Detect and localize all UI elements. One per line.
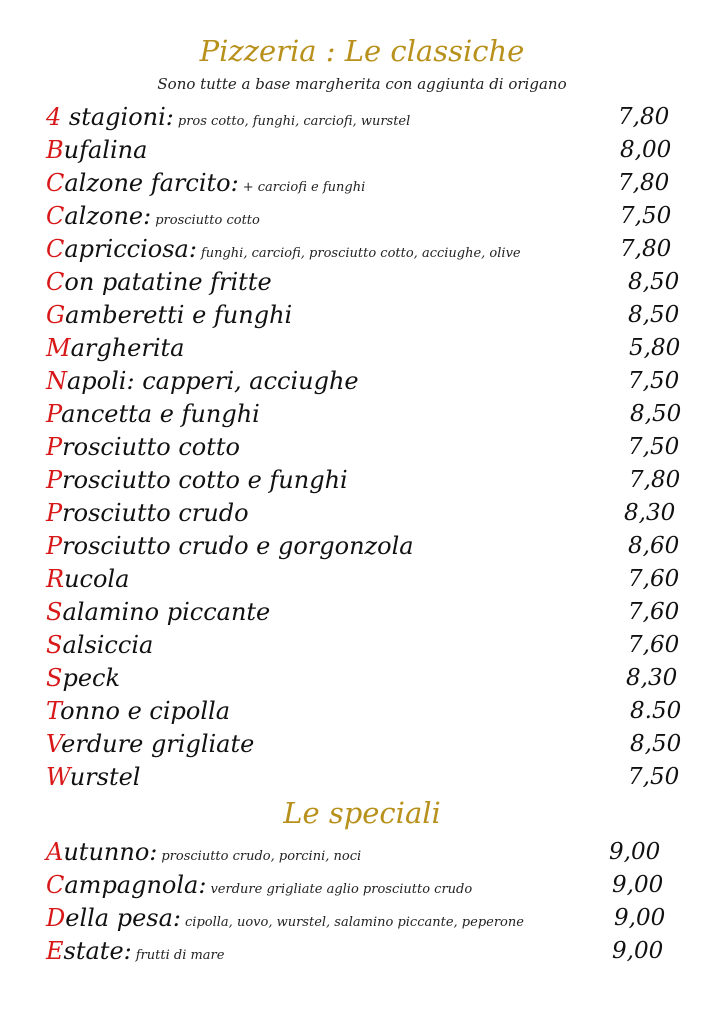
item-price: 8.50 (630, 698, 682, 724)
menu-item (46, 266, 686, 298)
item-initial: R (46, 565, 65, 593)
item-price: 7,80 (620, 236, 672, 262)
menu-item (46, 869, 686, 901)
menu-item (46, 332, 686, 364)
menu-item (46, 629, 686, 661)
item-name (46, 466, 348, 494)
item-initial: P (46, 400, 62, 428)
item-price: 9,00 (612, 938, 664, 964)
menu-item (46, 530, 686, 562)
item-name-rest: apricciosa: (64, 235, 197, 263)
item-description: prosciutto crudo, porcini, noci (161, 849, 362, 864)
item-name (46, 235, 197, 263)
item-name (46, 730, 254, 758)
item-name-rest: alzone: (64, 202, 152, 230)
menu-item (46, 596, 686, 628)
item-price: 7,80 (618, 170, 670, 196)
section-title-speciali: Le speciali (283, 796, 441, 830)
item-price: 7,50 (628, 764, 680, 790)
item-initial: D (46, 904, 66, 932)
item-name-rest: alamino piccante (62, 598, 271, 626)
item-description: cipolla, uovo, wurstel, salamino piccante, peperone (185, 915, 524, 930)
item-name-rest: ampagnola: (64, 871, 207, 899)
menu-item (46, 134, 686, 166)
item-name (46, 499, 249, 527)
item-name-rest: ella pesa: (65, 904, 182, 932)
item-name-rest: alsiccia (62, 631, 154, 659)
item-name (46, 598, 270, 626)
item-price: 8,30 (626, 665, 678, 691)
item-description: prosciutto cotto (155, 213, 260, 228)
item-price: 7,50 (628, 434, 680, 460)
item-name-rest: peck (62, 664, 121, 692)
item-name-rest: argherita (70, 334, 185, 362)
item-initial: V (46, 730, 62, 758)
item-name (46, 367, 359, 395)
item-name-rest: rosciutto cotto e funghi (62, 466, 348, 494)
item-description: verdure grigliate aglio prosciutto crudo (210, 882, 473, 897)
item-name-rest: stagioni: (61, 103, 174, 131)
item-initial: P (46, 532, 63, 560)
item-name (46, 136, 147, 164)
item-price: 8,50 (630, 401, 682, 427)
item-description: + carciofi e funghi (242, 180, 366, 195)
item-price: 8,30 (624, 500, 676, 526)
item-name (46, 631, 153, 659)
item-initial: C (46, 169, 65, 197)
item-initial: C (46, 202, 65, 230)
item-initial: P (46, 466, 63, 494)
item-name-rest: apoli: capperi, acciughe (67, 367, 359, 395)
item-description: pros cotto, funghi, carciofi, wurstel (177, 114, 411, 129)
item-price: 8,50 (630, 731, 682, 757)
item-price: 9,00 (609, 839, 661, 865)
menu-item (46, 728, 686, 760)
item-initial: S (46, 598, 63, 626)
item-price: 7,50 (628, 368, 680, 394)
item-initial: S (46, 631, 63, 659)
item-name (46, 334, 184, 362)
item-name-rest: utunno: (63, 838, 158, 866)
menu-item (46, 101, 686, 133)
item-description: frutti di mare (135, 948, 225, 963)
section-subtitle: Sono tutte a base margherita con aggiunta di origano (157, 75, 567, 93)
menu-item (46, 935, 686, 967)
menu-item (46, 299, 686, 331)
item-initial: E (46, 937, 64, 965)
item-name (46, 103, 174, 131)
item-name (46, 937, 132, 965)
menu-item (46, 167, 686, 199)
item-name (46, 697, 230, 725)
item-name-rest: urstel (69, 763, 141, 791)
item-name (46, 433, 240, 461)
item-initial: C (46, 871, 65, 899)
item-initial: B (46, 136, 64, 164)
item-price: 9,00 (612, 872, 664, 898)
item-name-rest: erdure grigliate (61, 730, 255, 758)
item-price: 9,00 (614, 905, 666, 931)
item-initial: P (46, 499, 63, 527)
item-name-rest: ucola (64, 565, 130, 593)
menu-item (46, 398, 686, 430)
item-name-rest: ancetta e funghi (61, 400, 260, 428)
menu-item (46, 695, 686, 727)
item-initial: P (46, 433, 63, 461)
item-initial: C (46, 235, 65, 263)
item-price: 7,60 (628, 599, 680, 625)
item-initial: 4 (46, 103, 62, 131)
item-name (46, 268, 272, 296)
menu-item (46, 431, 686, 463)
menu-item (46, 836, 686, 868)
item-name (46, 664, 120, 692)
item-price: 5,80 (629, 335, 681, 361)
item-price: 8,00 (620, 137, 672, 163)
item-initial: T (46, 697, 61, 725)
item-initial: S (46, 664, 63, 692)
item-name-rest: alzone farcito: (64, 169, 239, 197)
item-price: 8,50 (628, 302, 680, 328)
item-name-rest: rosciutto crudo (62, 499, 249, 527)
item-description: funghi, carciofi, prosciutto cotto, acciughe, olive (200, 246, 521, 261)
item-name (46, 400, 260, 428)
item-price: 7,60 (628, 566, 680, 592)
item-initial: G (46, 301, 66, 329)
item-initial: C (46, 268, 65, 296)
item-price: 8,50 (628, 269, 680, 295)
item-name (46, 763, 140, 791)
item-initial: W (46, 763, 70, 791)
item-initial: N (46, 367, 67, 395)
item-name (46, 565, 129, 593)
item-price: 7,80 (618, 104, 670, 130)
item-name (46, 904, 181, 932)
item-initial: A (46, 838, 64, 866)
menu-item (46, 365, 686, 397)
menu-item (46, 902, 686, 934)
section-title-classiche: Pizzeria : Le classiche (199, 34, 525, 68)
item-name-rest: onno e cipolla (60, 697, 231, 725)
item-name (46, 838, 157, 866)
menu-item (46, 662, 686, 694)
menu-item (46, 563, 686, 595)
item-name-rest: rosciutto cotto (62, 433, 240, 461)
item-name-rest: on patatine fritte (64, 268, 272, 296)
menu-item (46, 497, 686, 529)
item-price: 7,50 (620, 203, 672, 229)
item-name-rest: state: (63, 937, 132, 965)
item-price: 8,60 (628, 533, 680, 559)
item-name (46, 301, 292, 329)
item-name (46, 532, 414, 560)
item-price: 7,60 (628, 632, 680, 658)
menu-item (46, 464, 686, 496)
item-name (46, 871, 206, 899)
item-name-rest: rosciutto crudo e gorgonzola (62, 532, 414, 560)
menu-item (46, 761, 686, 793)
item-price: 7,80 (629, 467, 681, 493)
item-name (46, 169, 239, 197)
menu-item (46, 200, 686, 232)
item-name (46, 202, 151, 230)
item-name-rest: ufalina (63, 136, 148, 164)
item-name-rest: amberetti e funghi (65, 301, 293, 329)
item-initial: M (46, 334, 71, 362)
menu-item (46, 233, 686, 265)
